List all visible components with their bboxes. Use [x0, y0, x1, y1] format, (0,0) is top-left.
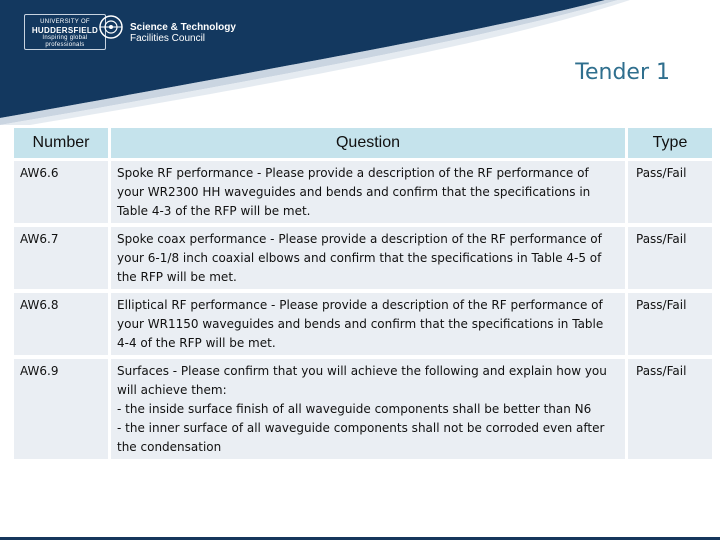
row-question-text: Spoke RF performance - Please provide a description of the RF performance of your WR2300 HH waveguides and bends and confirm that the specifications in Table 4-3 of the RFP will be met.	[117, 166, 591, 218]
row-type: Pass/Fail	[628, 359, 712, 463]
stfc-logo-line1: Science & Technology	[130, 22, 236, 33]
row-number: AW6.7	[14, 227, 108, 293]
page-title: Tender 1	[575, 60, 670, 85]
row-question-text: Spoke coax performance - Please provide a description of the RF performance of your 6-1/8 inch coaxial elbows and confirm that the specifications in Table 4-5 of the RFP will be met.	[117, 232, 602, 284]
university-logo-line1: UNIVERSITY OF	[40, 19, 90, 25]
university-logo	[24, 14, 106, 50]
tender-table	[14, 128, 712, 463]
row-type: Pass/Fail	[628, 161, 712, 227]
row-number: AW6.6	[14, 161, 108, 227]
university-logo-line2: HUDDERSFIELD	[31, 26, 99, 35]
university-logo-line3: Inspiring global professionals	[42, 35, 88, 48]
stfc-logo-line2: Facilities Council	[130, 33, 206, 44]
row-question	[108, 359, 628, 463]
stfc-logo-text	[130, 22, 236, 44]
row-number: AW6.9	[14, 359, 108, 463]
stfc-emblem-icon	[98, 14, 124, 40]
table-row	[14, 293, 712, 359]
row-type: Pass/Fail	[628, 227, 712, 293]
row-question	[108, 161, 628, 227]
row-question	[108, 227, 628, 293]
table-header-row	[14, 128, 712, 161]
row-type: Pass/Fail	[628, 293, 712, 359]
table-row	[14, 359, 712, 463]
row-question-text: Surfaces - Please confirm that you will achieve the following and explain how you will achieve them: - the inside surface finish of all waveguide components shall be better than N6 - the inner surface of all waveguide components shall not be corroded even after the condensation	[117, 364, 607, 454]
table-row	[14, 161, 712, 227]
row-question	[108, 293, 628, 359]
column-header-question: Question	[108, 128, 628, 161]
table-row	[14, 227, 712, 293]
column-header-type: Type	[628, 128, 712, 161]
row-number: AW6.8	[14, 293, 108, 359]
row-question-text: Elliptical RF performance - Please provide a description of the RF performance of your WR1150 waveguides and bends and confirm that the specifications in Table 4-4 of the RFP will be met.	[117, 298, 604, 350]
column-header-number: Number	[14, 128, 108, 161]
